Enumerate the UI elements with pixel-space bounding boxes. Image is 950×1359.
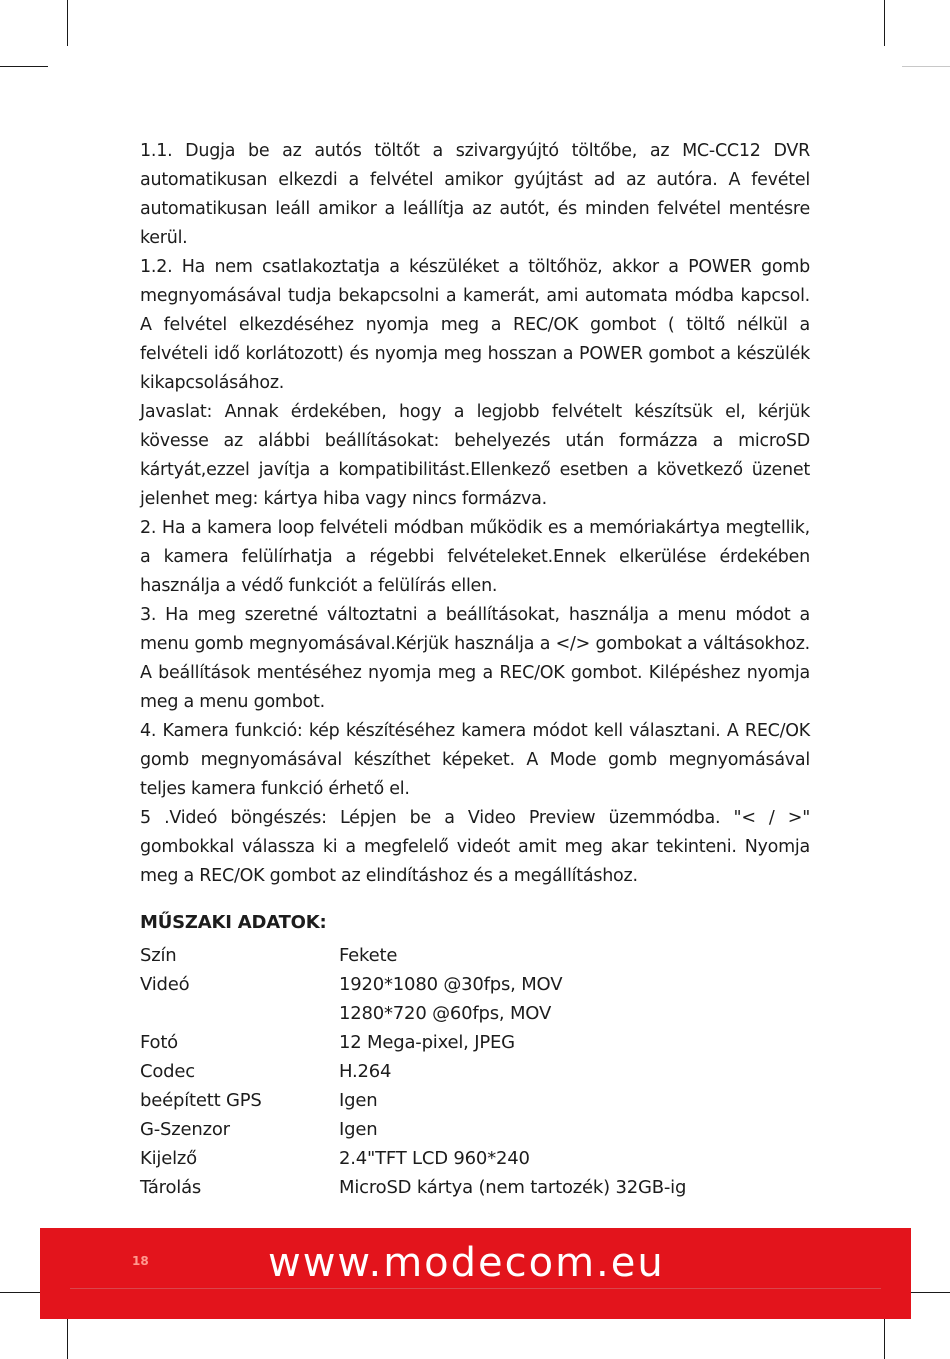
spec-row (140, 1115, 810, 1144)
instruction-paragraph: 1.1. Dugja be az autós töltőt a szivargyújtó töltőbe, az MC-CC12 DVR automatikusan elkezdi a felvétel amikor gyújtást ad az autóra. A fevétel automatikusan leáll amikor a leállítja az autót, és minden felvétel mentésre kerül. (140, 141, 810, 248)
spec-values (339, 1115, 810, 1144)
footer-divider (70, 1288, 881, 1289)
instructions-body (140, 137, 810, 891)
instruction-paragraph: 1.2. Ha nem csatlakoztatja a készüléket a töltőhöz, akkor a POWER gomb megnyomásával tudja bekapcsolni a kamerát, ami automata módba kapcsol. A felvétel elkezdéséhez nyomja meg a REC/OK gombot ( töltő nélkül a felvételi idő korlátozott) és nyomja meg hosszan a POWER gombot a készülék kikapcsolásához. (140, 257, 810, 393)
spec-values (339, 970, 810, 1028)
spec-label: beépített GPS (140, 1090, 262, 1111)
website-url: www.modecom.eu (268, 1240, 665, 1286)
spec-label: Codec (140, 1061, 195, 1082)
spec-row (140, 1086, 810, 1115)
spec-value: MicroSD kártya (nem tartozék) 32GB-ig (339, 1177, 687, 1198)
instruction-paragraph: 4. Kamera funkció: kép készítéséhez kamera módot kell választani. A REC/OK gomb megnyomásával készíthet képeket. A Mode gomb megnyomásával teljes kamera funkció érhető el. (140, 721, 810, 799)
crop-mark (0, 66, 48, 67)
specs-heading: MŰSZAKI ADATOK: (140, 912, 327, 933)
spec-label: Kijelző (140, 1148, 197, 1169)
spec-values (339, 1028, 810, 1057)
crop-mark (67, 0, 68, 46)
spec-value: Igen (339, 1119, 378, 1140)
page-number: 18 (132, 1254, 149, 1268)
crop-mark (67, 1312, 68, 1359)
spec-label: Videó (140, 974, 190, 995)
spec-values (339, 941, 810, 970)
spec-label: G-Szenzor (140, 1119, 230, 1140)
spec-value: 1280*720 @60fps, MOV (339, 1003, 552, 1024)
spec-values (339, 1144, 810, 1173)
instruction-paragraph: 5 .Videó böngészés: Lépjen be a Video Preview üzemmódba. "< / >" gombokkal válassza ki a megfelelő videót amit meg akar tekinteni. Nyomja meg a REC/OK gombot az elindításhoz és a megállításhoz. (140, 808, 810, 886)
spec-values (339, 1173, 810, 1202)
instruction-paragraph: Javaslat: Annak érdekében, hogy a legjobb felvételt készítsük el, kérjük kövesse az alábbi beállításokat: behelyezés után formázza a microSD kártyát,ezzel javítja a kompatibilitást.Ellenkező esetben a következő üzenet jelenhet meg: kártya hiba vagy nincs formázva. (140, 402, 810, 509)
spec-label: Fotó (140, 1032, 178, 1053)
spec-row (140, 970, 810, 1028)
spec-row (140, 1144, 810, 1173)
spec-value: Igen (339, 1090, 378, 1111)
crop-mark (884, 0, 885, 46)
spec-label: Tárolás (140, 1177, 202, 1198)
spec-value: H.264 (339, 1061, 392, 1082)
spec-row (140, 1057, 810, 1086)
spec-row (140, 941, 810, 970)
spec-value: Fekete (339, 945, 398, 966)
spec-row (140, 1028, 810, 1057)
spec-value: 1920*1080 @30fps, MOV (339, 974, 563, 995)
spec-label: Szín (140, 945, 177, 966)
crop-mark (902, 66, 950, 67)
instruction-paragraph: 2. Ha a kamera loop felvételi módban működik es a memóriakártya megtellik, a kamera felülírhatja a régebbi felvételeket.Ennek elkerülése érdekében használja a védő funkciót a felülírás ellen. (140, 518, 810, 596)
instruction-paragraph: 3. Ha meg szeretné változtatni a beállításokat, használja a menu módot a menu gomb megnyomásával.Kérjük használja a </> gombokat a váltásokhoz. A beállítások mentéséhez nyomja meg a REC/OK gombot. Kilépéshez nyomja meg a menu gombot. (140, 605, 810, 712)
specs-table (140, 941, 810, 1202)
spec-values (339, 1086, 810, 1115)
footer-band (40, 1228, 911, 1319)
spec-value: 2.4"TFT LCD 960*240 (339, 1148, 530, 1169)
spec-value: 12 Mega-pixel, JPEG (339, 1032, 515, 1053)
spec-row (140, 1173, 810, 1202)
crop-mark (884, 1312, 885, 1359)
spec-values (339, 1057, 810, 1086)
